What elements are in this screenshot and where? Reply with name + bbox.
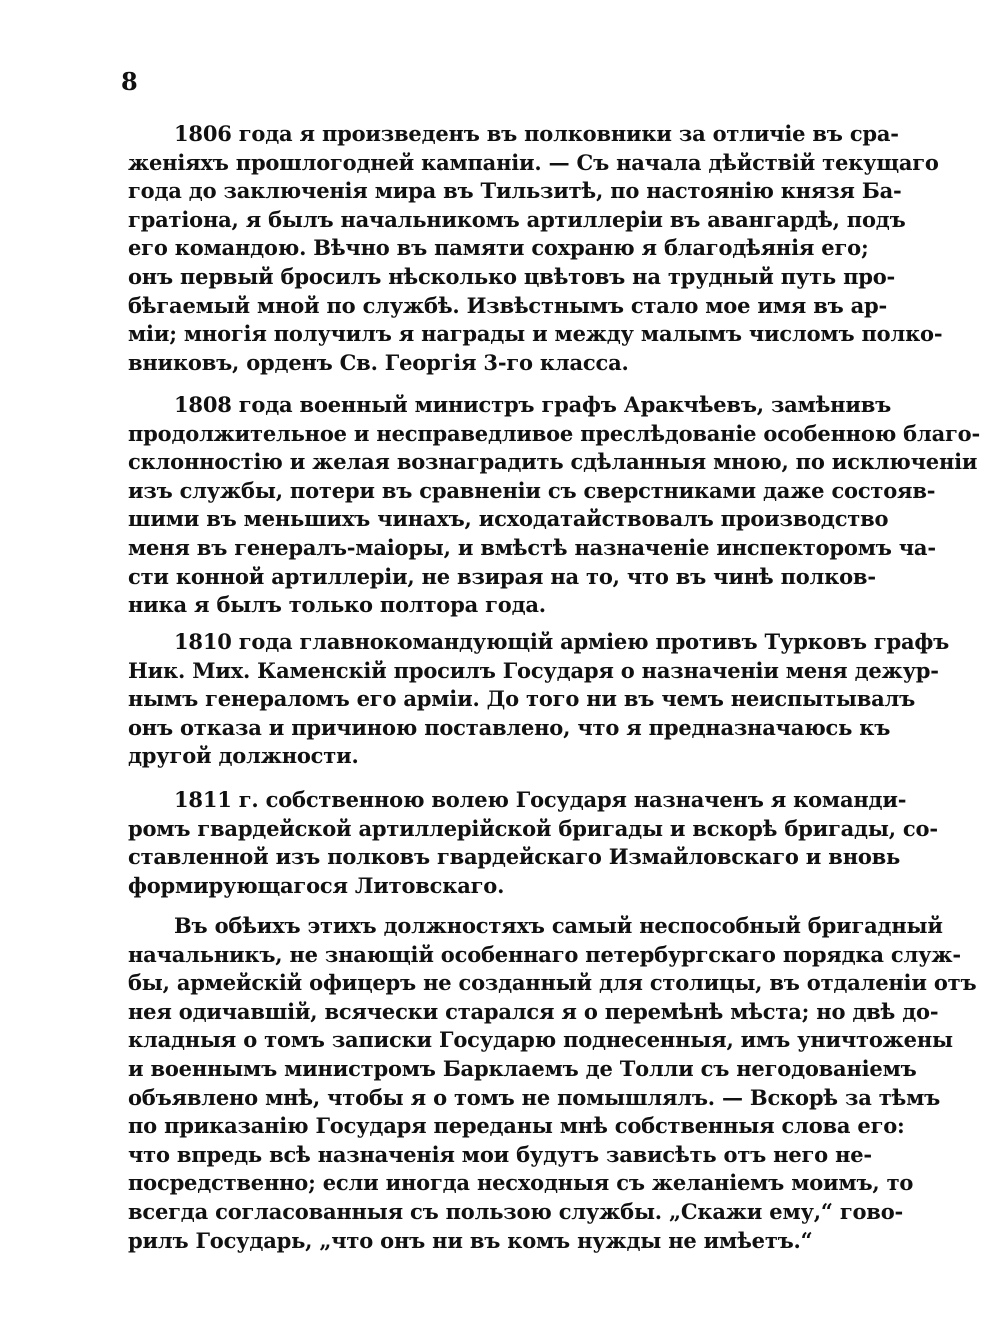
text-line: и военнымъ министромъ Барклаемъ де Толли съ негодованіемъ [128,1055,917,1081]
text-line: посредственно; если иногда несходныя съ желаніемъ моимъ, то [128,1170,914,1196]
text-line: шими въ меньшихъ чинахъ, исходатайствовалъ производство [128,506,889,532]
text-line: 1810 года главнокомандующій арміею противъ Турковъ графъ [174,629,950,654]
text-line: нея одичавшій, всячески старался я о перемѣнѣ мѣста; но двѣ до- [128,998,939,1024]
text-line: гратіона, я былъ начальникомъ артиллеріи въ авангардѣ, подъ [128,206,906,232]
text-line: бѣгаемый мной по службѣ. Извѣстнымъ стало мое имя въ ар- [128,292,888,318]
paragraph-1811 [128,786,938,900]
page-number: 8 [121,67,138,96]
text-line: всегда согласованныя съ пользою службы. „Скажи ему,“ гово- [128,1198,904,1224]
text-line: онъ отказа и причиною поставлено, что я предназначаюсь къ [128,714,891,740]
text-line: другой должности. [128,743,359,769]
text-line: 1808 года военный министръ графъ Аракчѣевъ, замѣнивъ [174,392,892,417]
text-line: продолжительное и несправедливое преслѣдованіе особенною благо- [128,420,980,446]
text-line: формирующагося Литовскаго. [128,872,505,898]
text-line: Въ обѣихъ этихъ должностяхъ самый неспособный бригадный [174,913,943,938]
text-line: что впредь всѣ назначенія мои будутъ зависѣть отъ него не- [128,1141,872,1167]
text-line: года до заключенія мира въ Тильзитѣ, по настоянію князя Ба- [128,178,902,204]
text-line: объявлено мнѣ, чтобы я о томъ не помышлялъ. — Вскорѣ за тѣмъ [128,1084,941,1110]
paragraph-1810 [128,628,950,771]
text-line: начальникъ, не знающій особеннаго петербургскаго порядка служ- [128,941,961,967]
text-line: Ник. Мих. Каменскій просилъ Государя о назначеніи меня дежур- [128,657,939,683]
text-line: ромъ гвардейской артиллерійской бригады и вскорѣ бригады, со- [128,815,938,841]
text-line: меня въ генералъ-маіоры, и вмѣстѣ назначеніе инспекторомъ ча- [128,534,936,560]
text-line: бы, армейскій офицеръ не созданный для столицы, въ отдаленіи отъ [128,970,977,996]
paragraph-1806 [128,120,943,377]
text-line: міи; многія получилъ я награды и между малымъ числомъ полко- [128,321,943,347]
text-line: его командою. Вѣчно въ памяти сохраню я благодѣянія его; [128,235,869,261]
text-line: 1811 г. собственною волею Государя назначенъ я команди- [174,787,907,812]
text-line: изъ службы, потери въ сравненіи съ сверстниками даже состояв- [128,477,936,503]
paragraph-duties [128,912,977,1255]
text-line: женіяхъ прошлогодней кампаніи. — Съ начала дѣйствій текущаго [128,149,939,175]
text-line: рилъ Государь, „что онъ ни въ комъ нужды не имѣетъ.“ [128,1227,813,1253]
text-line: онъ первый бросилъ нѣсколько цвѣтовъ на трудный путь про- [128,263,896,289]
text-line: ника я былъ только полтора года. [128,592,546,618]
text-line: нымъ генераломъ его арміи. До того ни въ чемъ неиспытывалъ [128,686,916,712]
text-line: ставленной изъ полковъ гвардейскаго Измайловскаго и вновь [128,844,901,870]
text-line: склонностію и желая вознаградить сдѣланныя мною, по исключеніи [128,449,978,475]
text-line: кладныя о томъ записки Государю поднесенныя, имъ уничтожены [128,1027,953,1053]
paragraph-1808 [128,391,980,620]
text-line: вниковъ, орденъ Св. Георгія 3-го класса. [128,349,629,375]
text-line: сти конной артиллеріи, не взирая на то, что въ чинѣ полков- [128,563,876,589]
text-line: 1806 года я произведенъ въ полковники за отличіе въ сра- [174,121,899,146]
text-line: по приказанію Государя переданы мнѣ собственныя слова его: [128,1113,905,1139]
